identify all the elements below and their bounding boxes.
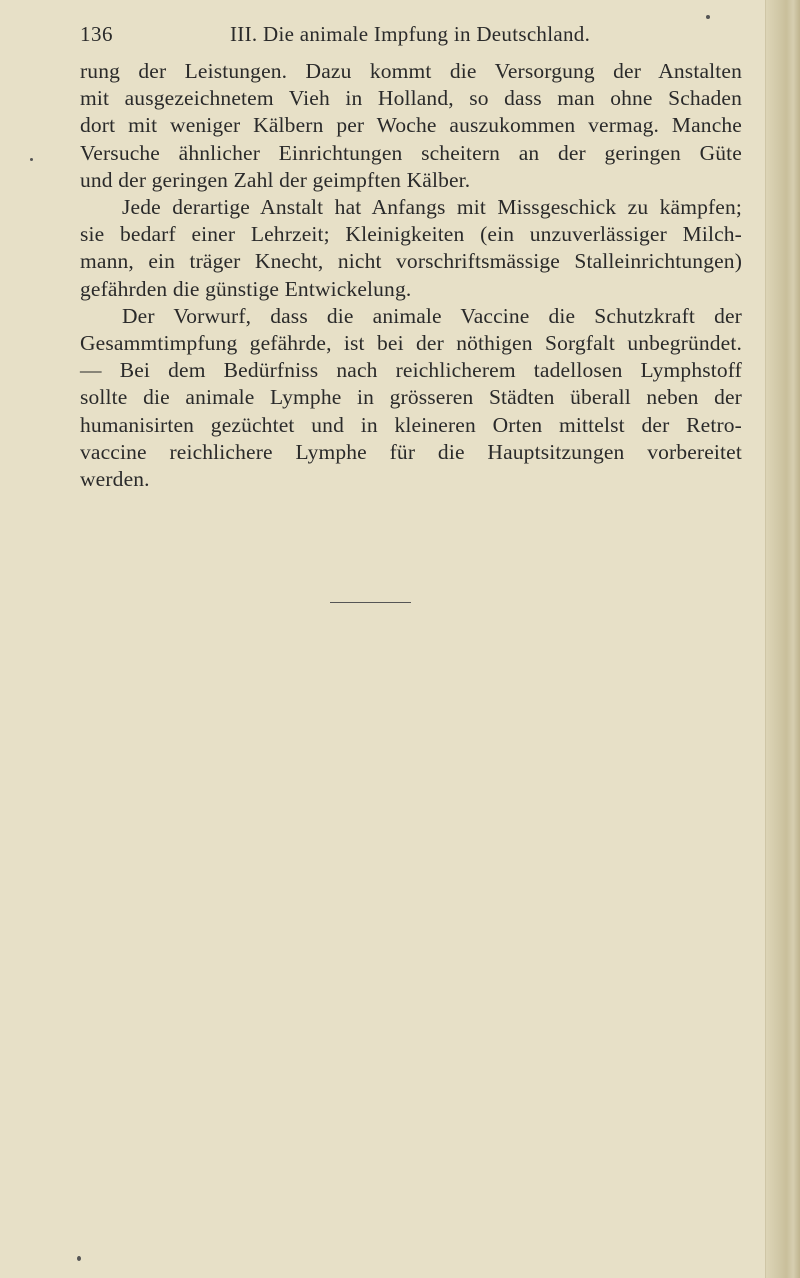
text-line: dort mit weniger Kälbern per Woche auszukommen vermag. Manche — [80, 113, 742, 138]
page-header — [80, 22, 740, 52]
paper-speck — [30, 158, 33, 161]
text-line: und der geringen Zahl der geimpften Kälber. — [80, 167, 471, 192]
paragraph-2 — [80, 194, 742, 303]
text-line: vaccine reichlichere Lymphe für die Hauptsitzungen vorbereitet — [80, 439, 742, 464]
text-line: mit ausgezeichnetem Vieh in Holland, so dass man ohne Schaden — [80, 86, 742, 111]
running-title: III. Die animale Impfung in Deutschland. — [230, 22, 591, 46]
page-number: 136 — [80, 22, 113, 46]
text-line: — Bei dem Bedürfniss nach reichlicherem tadellosen Lymphstoff — [80, 358, 742, 383]
paragraph-1 — [80, 58, 742, 194]
text-line: werden. — [80, 467, 150, 492]
text-line: humanisirten gezüchtet und in kleineren Orten mittelst der Retro- — [80, 412, 742, 437]
text-line: sie bedarf einer Lehrzeit; Kleinigkeiten (ein unzuverlässiger Milch- — [80, 222, 742, 247]
paper-speck — [706, 15, 710, 19]
paper-speck — [77, 1256, 81, 1261]
text-line: mann, ein träger Knecht, nicht vorschriftsmässige Stalleinrichtungen) — [80, 249, 742, 274]
body-text — [80, 58, 742, 493]
text-line: rung der Leistungen. Dazu kommt die Versorgung der Anstalten — [80, 59, 742, 83]
section-end-rule — [330, 602, 411, 603]
text-line: Gesammtimpfung gefährde, ist bei der nöthigen Sorgfalt unbegründet. — [80, 331, 742, 356]
text-line: Jede derartige Anstalt hat Anfangs mit Missgeschick zu kämpfen; — [122, 195, 742, 220]
text-line: gefährden die günstige Entwickelung. — [80, 276, 412, 301]
text-line: Versuche ähnlicher Einrichtungen scheitern an der geringen Güte — [80, 140, 742, 165]
text-line: sollte die animale Lymphe in grösseren Städten überall neben der — [80, 385, 742, 410]
text-line: Der Vorwurf, dass die animale Vaccine die Schutzkraft der — [122, 303, 742, 328]
page-edge — [765, 0, 800, 1278]
paragraph-3 — [80, 303, 742, 493]
